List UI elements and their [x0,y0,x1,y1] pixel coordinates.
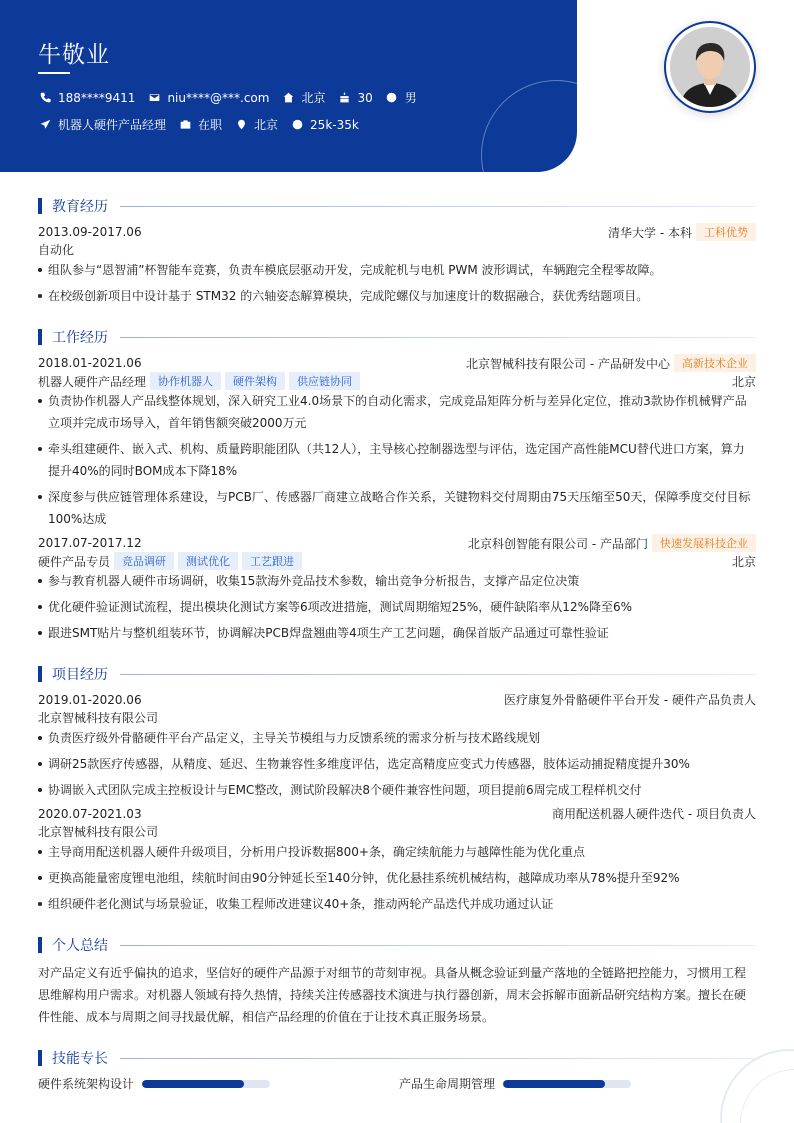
work-tag: 工艺跟进 [242,552,302,570]
project-bullet: 组织硬件老化测试与场景验证，收集工程师改进建议40+条，推动两轮产品迭代并成功通过认证 [38,893,756,915]
location-pin-icon [234,118,248,132]
section-title-text: 项目经历 [52,667,108,683]
projects-section-title [38,664,756,684]
status-text: 在职 [198,118,223,132]
avatar [670,27,750,107]
education-major: 自动化 [38,243,75,257]
work-bullet: 跟进SMT贴片与整机组装环节，协调解决PCB焊盘翘曲等4项生产工艺问题，确保首版产品通过可靠性验证 [38,622,756,644]
school-degree: 清华大学 - 本科 [608,225,692,240]
project-company: 北京智械科技有限公司 [38,711,159,725]
section-marker [38,666,42,682]
skill-bar [142,1080,270,1088]
resume-header [0,0,577,172]
phone-number[interactable]: 188****9411 [58,90,136,105]
name-underline [38,72,70,74]
work-bullet: 深度参与供应链管理体系建设，与PCB厂、传感器厂商建立战略合作关系，关键物料交付周期由75天压缩至50天，保障季度交付目标100%达成 [38,486,756,530]
work-location: 北京 [731,554,756,569]
candidate-name: 牛敬业 [38,42,110,68]
project-period: 2020.07-2021.03 [38,806,142,821]
city-item [281,89,325,106]
work-bullet: 牵头组建硬件、嵌入式、机构、质量跨职能团队（共12人），主导核心控制器选型与评估，选定国产高性能MCU替代进口方案，算力提升40%的同时BOM成本下降18% [38,438,756,482]
work-title-group [38,372,360,390]
gender-item [385,89,417,106]
skill-item [38,1075,270,1092]
work-title-group [38,552,302,570]
target-city-item [234,116,278,133]
work-title-row [38,552,756,570]
section-title-text: 技能专长 [52,1051,108,1067]
salary-item [290,118,359,132]
money-icon [290,118,304,132]
home-icon [281,91,295,105]
work-bullet: 优化硬件验证测试流程，提出模块化测试方案等6项改进措施，测试周期缩短25%，硬件缺陷率从12%降至6% [38,596,756,618]
status-icon [178,118,192,132]
work-bullet: 参与教育机器人硬件市场调研，收集15款海外竞品技术参数，输出竞争分析报告，支撑产品定位决策 [38,570,756,592]
work-location: 北京 [731,374,756,389]
email-item [147,91,269,105]
work-company-group [466,354,756,372]
project-bullet: 协调嵌入式团队完成主控板设计与EMC整改，测试阶段解决8个硬件兼容性问题，项目提前6周完成工程样机交付 [38,779,756,801]
project-period: 2019.01-2020.06 [38,692,142,707]
project-bullet: 主导商用配送机器人硬件升级项目，分析用户投诉数据800+条，确定续航能力与越障性能为优化重点 [38,841,756,863]
company-tag: 高新技术企业 [674,354,756,372]
cake-icon [337,91,351,105]
skill-bar-fill [142,1080,244,1088]
work-company: 北京科创智能有限公司 - 产品部门 [468,536,648,551]
work-header-row [38,354,756,372]
send-icon [38,118,52,132]
work-header-row [38,534,756,552]
project-company: 北京智械科技有限公司 [38,825,159,839]
work-title-row [38,372,756,390]
work-tag: 测试优化 [178,552,238,570]
section-title-text: 工作经历 [52,330,108,346]
section-title-text: 个人总结 [52,938,108,954]
salary-text: 25k-35k [310,117,359,132]
education-right [608,223,756,241]
project-name-role: 医疗康复外骨骼硬件平台开发 - 硬件产品负责人 [504,693,756,707]
project-company-row [38,709,756,726]
project-bullet: 负责医疗级外骨骼硬件平台产品定义，主导关节模组与力反馈系统的需求分析与技术路线规划 [38,727,756,749]
education-major-row [38,241,756,258]
section-divider [120,945,756,946]
work-period: 2018.01-2021.06 [38,356,142,370]
work-tag: 供应链协同 [289,372,360,390]
target-job-item [38,116,166,133]
project-header-row [38,691,756,708]
age-text: 30 [357,90,373,105]
work-company-group [468,534,756,552]
section-marker [38,1050,42,1066]
summary-section-title [38,935,756,955]
target-job-text: 机器人硬件产品经理 [58,118,167,132]
mail-icon [147,91,161,105]
avatar-frame [664,21,756,113]
work-tag: 竞品调研 [114,552,174,570]
work-bullet: 负责协作机器人产品线整体规划，深入研究工业4.0场景下的自动化需求，完成竞品矩阵分析与差异化定位，推动3款协作机械臂产品立项并完成市场导入，首年销售额突破2000万元 [38,390,756,434]
school-tag: 工科优势 [696,223,756,241]
work-title: 硬件产品专员 [38,554,111,569]
work-section-title [38,327,756,347]
skill-bar [503,1080,631,1088]
project-bullet: 更换高能量密度锂电池组，续航时间由90分钟延长至140分钟，优化悬挂系统机械结构，越障成功率从78%提升至92% [38,867,756,889]
education-bullet: 组队参与“恩智浦”杯智能车竞赛，负责车模底层驱动开发，完成舵机与电机 PWM 波形调试，车辆跑完全程零故障。 [38,259,756,281]
age-item [337,91,372,105]
phone-icon [38,91,52,105]
skill-name: 产品生命周期管理 [399,1077,496,1091]
gender-icon [385,91,399,105]
job-intent-row [38,116,371,133]
section-divider [120,1058,756,1059]
city-text: 北京 [301,91,326,105]
phone-item [38,91,135,105]
work-tag: 协作机器人 [150,372,221,390]
target-city-text: 北京 [254,118,279,132]
section-title-text: 教育经历 [52,199,108,215]
section-marker [38,198,42,214]
project-name-role: 商用配送机器人硬件迭代 - 项目负责人 [552,807,756,821]
work-period: 2017.07-2017.12 [38,536,142,550]
skill-item [399,1075,631,1092]
summary-text: 对产品定义有近乎偏执的追求，坚信好的硬件产品源于对细节的苛刻审视。具备从概念验证到量产落地的全链路把控能力，习惯用工程思维解构用户需求。对机器人领域有持久热情，持续关注传感器技术演进与执行器创新，周末会拆解市面新品研究结构方案。擅长在硬件性能、成本与周期之间寻找最优解，相信产品经理的价值在于让技术真正服务场景。 [38,966,747,1024]
contact-row [38,89,429,106]
section-divider [120,337,756,338]
project-company-row [38,823,756,840]
skill-name: 硬件系统架构设计 [38,1077,135,1091]
skills-section-title [38,1048,756,1068]
section-marker [38,937,42,953]
header-decoration-circle [481,80,577,172]
project-header-row [38,805,756,822]
project-bullet: 调研25款医疗传感器，从精度、延迟、生物兼容性多维度评估，选定高精度应变式力传感器，肢体运动捕捉精度提升30% [38,753,756,775]
gender-text: 男 [404,91,417,105]
education-row [38,223,756,241]
section-marker [38,329,42,345]
work-tag: 硬件架构 [225,372,285,390]
skill-bar-fill [503,1080,605,1088]
company-tag: 快速发展科技企业 [652,534,756,552]
section-divider [120,206,756,207]
section-divider [120,674,756,675]
education-bullet: 在校级创新项目中设计基于 STM32 的六轴姿态解算模块，完成陀螺仪与加速度计的数据融合，获优秀结题项目。 [38,285,756,307]
work-company: 北京智械科技有限公司 - 产品研发中心 [466,356,670,371]
work-title: 机器人硬件产品经理 [38,374,147,389]
education-section-title [38,196,756,216]
email-address[interactable]: niu****@***.com [167,90,270,105]
status-item [178,116,222,133]
education-period: 2013.09-2017.06 [38,225,142,239]
